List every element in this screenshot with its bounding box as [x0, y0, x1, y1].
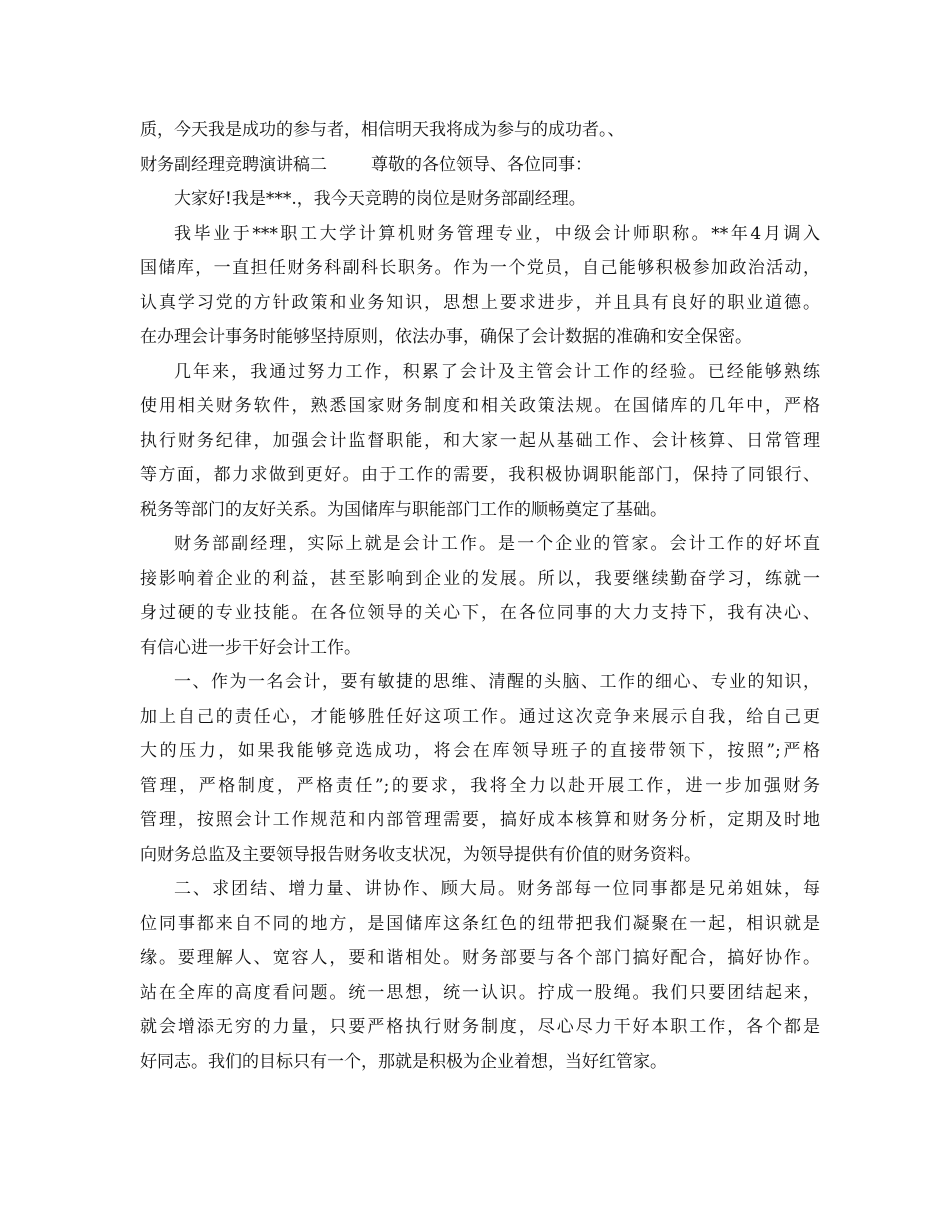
section-heading-line: [140, 148, 820, 183]
text-line: 大家好!我是***.，我今天竞聘的岗位是财务部副经理。: [174, 189, 586, 209]
text-line: 财务部副经理，实际上就是会计工作。是一个企业的管家。会计工作的好坏直: [174, 534, 820, 554]
text-line: 管理，按照会计工作规范和内部管理需要，搞好成本核算和财务分析，定期及时地: [140, 810, 820, 830]
text-line: 位同事都来自不同的地方，是国储库这条红色的纽带把我们凝聚在一起，相识就是: [140, 913, 820, 934]
text-line: 好同志。我们的目标只有一个，那就是积极为企业着想，当好红管家。: [140, 1051, 667, 1072]
text-line: 质，今天我是成功的参与者，相信明天我将成为参与的成功者。、: [140, 120, 625, 140]
document-body: [140, 113, 820, 1079]
text-line: 站在全库的高度看问题。统一思想，统一认识。拧成一股绳。我们只要团结起来，: [140, 982, 820, 1003]
text-line: 管理，严格制度，严格责任”;的要求，我将全力以赴开展工作，进一步加强财务: [140, 775, 820, 796]
text-line: 加上自己的责任心，才能够胜任好这项工作。通过这次竞争来展示自我，给自己更: [140, 706, 820, 727]
speech-greeting: 尊敬的各位领导、各位同事：: [371, 154, 592, 175]
text-line: 缘。要理解人、宽容人，要和谐相处。财务部要与各个部门搞好配合，搞好协作。: [140, 948, 820, 968]
text-line: 几年来，我通过努力工作，积累了会计及主管会计工作的经验。已经能够熟练: [174, 361, 820, 382]
text-line: 税务等部门的友好关系。为国储库与职能部门工作的顺畅奠定了基础。: [140, 499, 667, 520]
text-line: 我毕业于***职工大学计算机财务管理专业，中级会计师职称。**年4月调入: [174, 223, 820, 244]
text-line: 二、求团结、增力量、讲协作、顾大局。财务部每一位同事都是兄弟姐妹，每: [174, 879, 820, 899]
text-line: 国储库，一直担任财务科副科长职务。作为一个党员，自己能够积极参加政治活动，: [140, 258, 820, 278]
text-line: 认真学习党的方针政策和业务知识，思想上要求进步，并且具有良好的职业道德。: [140, 292, 820, 313]
text-line: 身过硬的专业技能。在各位领导的关心下，在各位同事的大力支持下，我有决心、: [140, 603, 820, 623]
text-line: 接影响着企业的利益，甚至影响到企业的发展。所以，我要继续勤奋学习，练就一: [140, 568, 820, 589]
text-line: 向财务总监及主要领导报告财务收支状况，为领导提供有价值的财务资料。: [140, 844, 701, 865]
text-line: 等方面，都力求做到更好。由于工作的需要，我积极协调职能部门，保持了同银行、: [140, 465, 820, 485]
text-line: 就会增添无穷的力量，只要严格执行财务制度，尽心尽力干好本职工作，各个都是: [140, 1017, 820, 1037]
speech-title: 财务副经理竞聘演讲稿二: [140, 154, 327, 175]
text-line: 执行财务纪律，加强会计监督职能，和大家一起从基础工作、会计核算、日常管理: [140, 430, 820, 451]
text-line: 大的压力，如果我能够竞选成功，将会在库领导班子的直接带领下，按照”;严格: [140, 741, 820, 761]
text-line: 有信心进一步干好会计工作。: [140, 637, 361, 658]
text-line: 在办理会计事务时能够坚持原则，依法办事，确保了会计数据的准确和安全保密。: [140, 327, 752, 347]
text-line: 使用相关财务软件，熟悉国家财务制度和相关政策法规。在国储库的几年中，严格: [140, 396, 820, 416]
text-line: 一、作为一名会计，要有敏捷的思维、清醒的头脑、工作的细心、专业的知识，: [174, 672, 820, 692]
